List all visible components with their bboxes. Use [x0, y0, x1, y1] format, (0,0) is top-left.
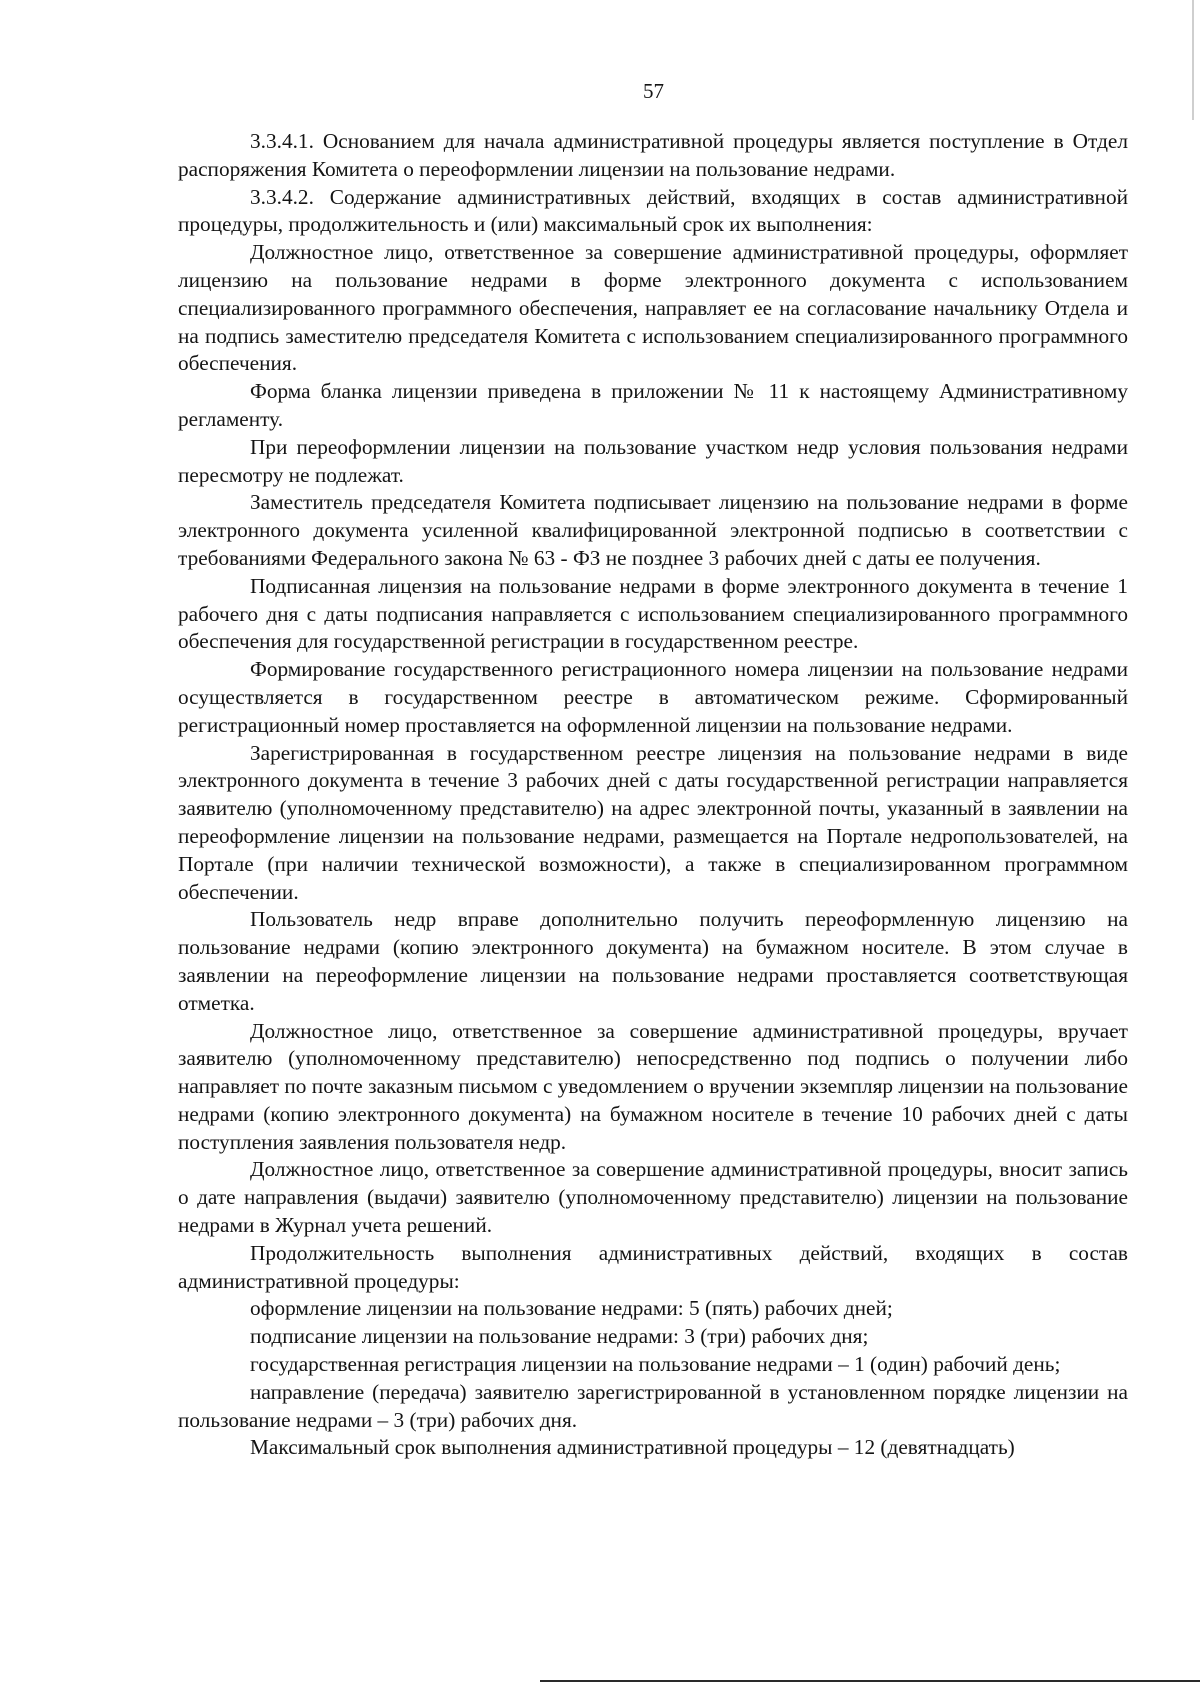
paragraph: Должностное лицо, ответственное за совершение административной процедуры, оформляет лицензию на пользование недрами в форме электронного документа с использованием специализированного программного обеспечения, направляет ее на согласование начальнику Отдела и на подпись заместителю председателя Комитета с использованием специализированного программного обеспечения. [178, 240, 1128, 376]
paragraph: Зарегистрированная в государственном реестре лицензия на пользование недрами в виде электронного документа в течение 3 рабочих дней с даты государственной регистрации направляется заявителю (уполномоченному представителю) на адрес электронной почты, указанный в заявлении на переоформление лицензии на пользование недрами, размещается на Портале недропользователей, на Портале (при наличии технической возможности), а также в специализированном программном обеспечении. [178, 740, 1128, 904]
paragraph: При переоформлении лицензии на пользование участком недр условия пользования недрами пересмотру не подлежат. [178, 434, 1128, 487]
list-item: подписание лицензии на пользование недрами: 3 (три) рабочих дня; [250, 1324, 869, 1349]
document-body [178, 128, 1128, 1462]
paragraph: Заместитель председателя Комитета подписывает лицензию на пользование недрами в форме электронного документа усиленной квалифицированной электронной подписью в соответствии с требованиями Федерального закона № 63 - ФЗ не позднее 3 рабочих дней с даты ее получения. [178, 490, 1128, 570]
paragraph: Должностное лицо, ответственное за совершение административной процедуры, вручает заявителю (уполномоченному представителю) непосредственно под подпись о получении либо направляет по почте заказным письмом с уведомлением о вручении экземпляр лицензии на пользование недрами (копию электронного документа) на бумажном носителе в течение 10 рабочих дней с даты поступления заявления пользователя недр. [178, 1018, 1128, 1154]
paragraph: Должностное лицо, ответственное за совершение административной процедуры, вносит запись о дате направления (выдачи) заявителю (уполномоченному представителю) лицензии на пользование недрами в Журнал учета решений. [178, 1157, 1128, 1238]
paragraph: Максимальный срок выполнения административной процедуры – 12 (девятнадцать) [250, 1435, 1015, 1460]
list-item: направление (передача) заявителю зарегистрированной в установленном порядке лицензии на пользование недрами – 3 (три) рабочих дня. [178, 1379, 1128, 1432]
scan-bottom-rule [540, 1680, 1200, 1682]
list-item: оформление лицензии на пользование недрами: 5 (пять) рабочих дней; [250, 1296, 893, 1321]
paragraph: Формирование государственного регистрационного номера лицензии на пользование недрами осуществляется в государственном реестре в автоматическом режиме. Сформированный регистрационный номер проставляется на оформленной лицензии на пользование недрами. [178, 657, 1128, 737]
paragraph: Продолжительность выполнения административных действий, входящих в состав административной процедуры: [178, 1240, 1128, 1293]
paragraph: Форма бланка лицензии приведена в приложении № 11 к настоящему Административному регламенту. [178, 379, 1128, 431]
list-item: государственная регистрация лицензии на пользование недрами – 1 (один) рабочий день; [250, 1352, 1061, 1377]
paragraph-3-3-4-1: 3.3.4.1. Основанием для начала административной процедуры является поступление в Отдел распоряжения Комитета о переоформлении лицензии на пользование недрами. [178, 129, 1128, 181]
paragraph: Пользователь недр вправе дополнительно получить переоформленную лицензию на пользование недрами (копию электронного документа) на бумажном носителе. В этом случае в заявлении на переоформление лицензии на пользование недрами проставляется соответствующая отметка. [178, 907, 1128, 1015]
paragraph: Подписанная лицензия на пользование недрами в форме электронного документа в течение 1 рабочего дня с даты подписания направляется с использованием специализированного программного обеспечения для государственной регистрации в государственном реестре. [178, 573, 1128, 654]
page-number: 57 [643, 79, 664, 103]
paragraph-3-3-4-2: 3.3.4.2. Содержание административных действий, входящих в состав административной процедуры, продолжительность и (или) максимальный срок их выполнения: [178, 184, 1128, 237]
